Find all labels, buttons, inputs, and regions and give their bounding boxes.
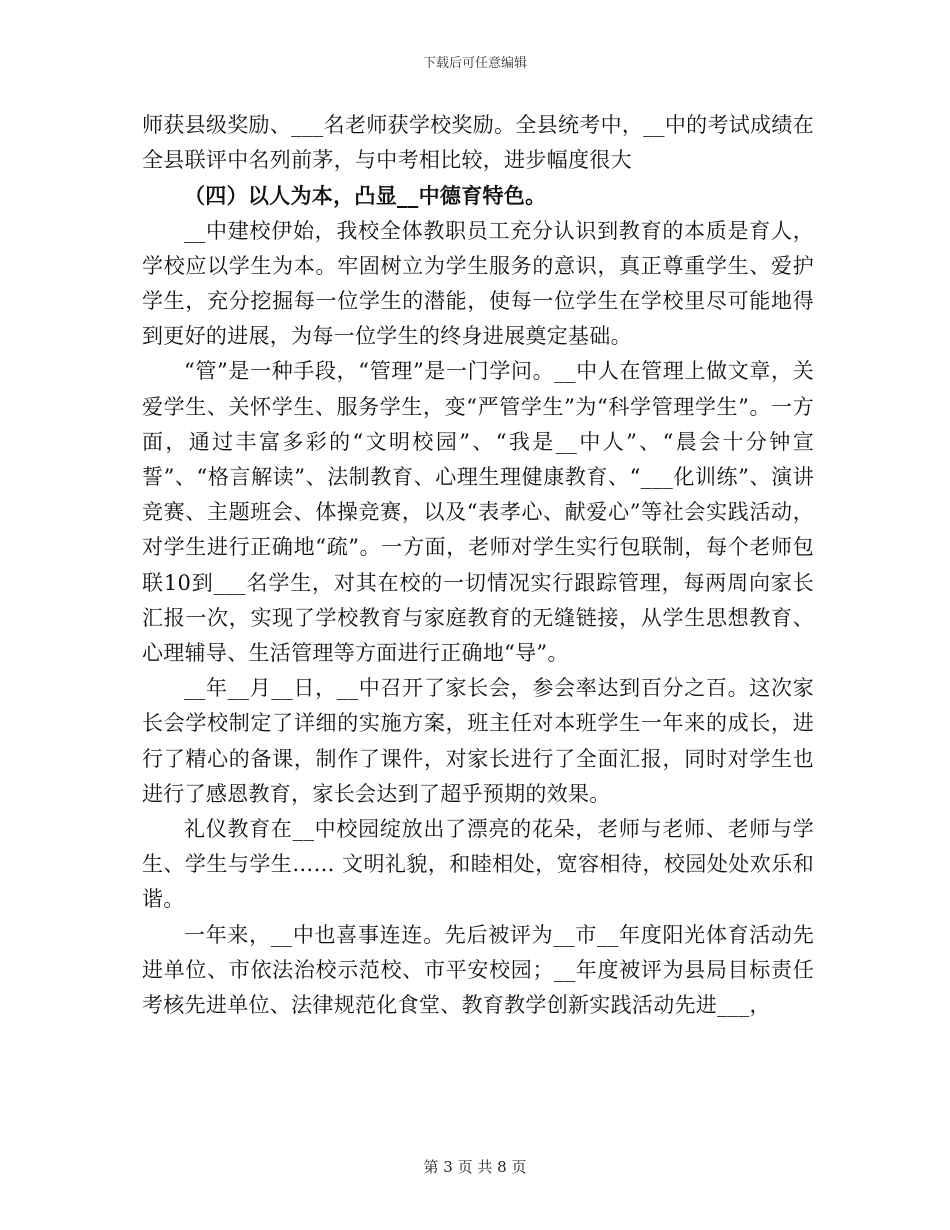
paragraph-continuation: 师获县级奖励、___名老师获学校奖励。全县统考中，__中的考试成绩在全县联评中名列前茅，与中考相比较，进步幅度很大	[142, 113, 814, 173]
paragraph: 一年来，__中也喜事连连。先后被评为__市__年度阳光体育活动先进单位、市依法治校示范校、市平安校园；__年度被评为县局目标责任考核先进单位、法律规范化食堂、教育教学创新实践活动先进___，	[142, 922, 814, 1018]
page-header: 下载后可任意编辑	[422, 56, 527, 71]
paragraph: “管”是一种手段，“管理”是一门学问。__中人在管理上做文章，关爱学生、关怀学生、服务学生，变“严管学生”为“科学管理学生”。一方面，通过丰富多彩的“文明校园”、“我是__中人”、“晨会十分钟宣誓”、“格言解读”、法制教育、心理生理健康教育、“___化训练”、演讲竞赛、主题班会、体操竞赛，以及“表孝心、献爱心”等社会实践活动，对学生进行正确地“疏”。一方面，老师对学生实行包联制，每个老师包联10到___名学生，对其在校的一切情况实行跟踪管理，每两周向家长汇报一次，实现了学校教育与家庭教育的无缝链接，从学生思想教育、心理辅导、生活管理等方面进行正确地“导”。	[142, 359, 814, 666]
paragraph: __中建校伊始，我校全体教职员工充分认识到教育的本质是育人，学校应以学生为本。牢固树立为学生服务的意识，真正尊重学生、爱护学生，充分挖掘每一位学生的潜能，使每一位学生在学校里尽可能地得到更好的进展，为每一位学生的终身进展奠定基础。	[142, 218, 814, 349]
section-heading: （四）以人为本，凸显__中德育特色。	[184, 183, 547, 209]
paragraph: __年__月__日，__中召开了家长会，参会率达到百分之百。这次家长会学校制定了详细的实施方案，班主任对本班学生一年来的成长，进行了精心的备课，制作了课件，对家长进行了全面汇报，同时对学生也进行了感恩教育，家长会达到了超乎预期的效果。	[142, 676, 814, 806]
paragraph: 礼仪教育在__中校园绽放出了漂亮的花朵，老师与老师、老师与学生、学生与学生…… 文明礼貌，和睦相处，宽容相待，校园处处欢乐和谐。	[142, 817, 814, 912]
page-number: 第 3 页 共 8 页	[423, 1158, 527, 1176]
document-body	[142, 108, 814, 1023]
